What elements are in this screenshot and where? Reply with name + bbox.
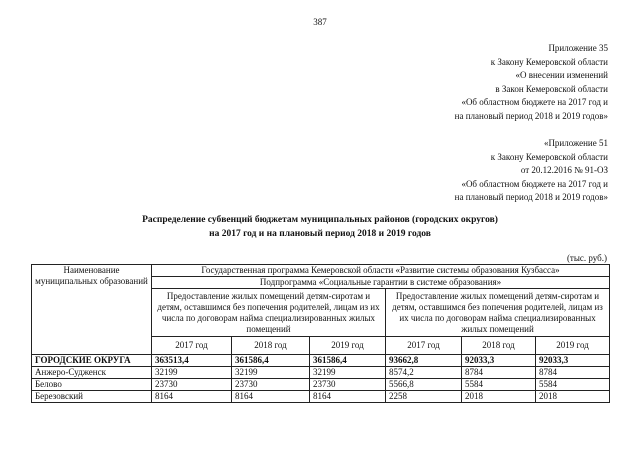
annex-51-line: «Приложение 51 — [543, 138, 608, 148]
value-cell: 8164 — [152, 391, 232, 403]
annex-51-line: на плановый период 2018 и 2019 годов» — [454, 192, 608, 202]
document-title-line-1: Распределение субвенций бюджетам муниципальных районов (городских округов) — [142, 215, 498, 225]
annex-35-line: в Закон Кемеровской области — [495, 83, 608, 94]
year-header: 2018 год — [462, 337, 536, 355]
year-header: 2018 год — [232, 337, 310, 355]
annex-51-line: к Закону Кемеровской области — [490, 151, 608, 162]
year-header: 2019 год — [536, 337, 610, 355]
value-cell: 2018 — [536, 391, 610, 403]
value-cell: 361586,4 — [232, 355, 310, 367]
table-row — [32, 355, 610, 367]
value-cell: 92033,3 — [536, 355, 610, 367]
year-header: 2017 год — [152, 337, 232, 355]
table-row — [32, 379, 610, 391]
annex-51-line: «Об областном бюджете на 2017 год и — [461, 178, 608, 189]
annex-35-line: к Закону Кемеровской области — [490, 56, 608, 67]
municipality-name: ГОРОДСКИЕ ОКРУГА — [32, 355, 152, 367]
subsidy-table — [31, 264, 610, 403]
value-cell: 8784 — [462, 367, 536, 379]
value-cell: 8164 — [310, 391, 386, 403]
value-cell: 23730 — [232, 379, 310, 391]
value-cell: 23730 — [310, 379, 386, 391]
table-row — [32, 367, 610, 379]
annex-35-line: «О внесении изменений — [515, 70, 608, 80]
page-number: 387 — [313, 17, 327, 27]
value-cell: 361586,4 — [310, 355, 386, 367]
value-cell: 32199 — [310, 367, 386, 379]
annex-51-block — [455, 137, 608, 205]
value-cell: 2258 — [386, 391, 462, 403]
value-cell: 8784 — [536, 367, 610, 379]
annex-51-line: от 20.12.2016 № 91-ОЗ — [520, 165, 608, 175]
annex-35-line: на плановый период 2018 и 2019 годов» — [454, 110, 608, 121]
value-cell: 32199 — [152, 367, 232, 379]
annex-35-line: «Об областном бюджете на 2017 год и — [461, 97, 608, 107]
value-cell: 5584 — [536, 379, 610, 391]
annex-35-line: Приложение 35 — [548, 43, 608, 53]
municipality-name: Анжеро-Судженск — [32, 367, 152, 379]
program-header: Государственная программа Кемеровской области «Развитие системы образования Кузбасса» — [152, 265, 610, 277]
municipality-header: Наименование муниципальных образований — [32, 265, 152, 355]
table-row — [32, 391, 610, 403]
year-header: 2017 год — [386, 337, 462, 355]
value-cell: 92033,3 — [462, 355, 536, 367]
value-cell: 8164 — [232, 391, 310, 403]
value-cell: 363513,4 — [152, 355, 232, 367]
value-cell: 5584 — [462, 379, 536, 391]
value-cell: 23730 — [152, 379, 232, 391]
year-header: 2019 год — [310, 337, 386, 355]
group-1-header: Предоставление жилых помещений детям-сиротам и детям, оставшимся без попечения родителей, лицам из их числа по договорам найма специализированных жилых помещений — [152, 289, 386, 337]
units-label: (тыс. руб.) — [566, 253, 607, 263]
group-2-header: Предоставление жилых помещений детям-сиротам и детям, оставшимся без попечения родителей, лицам из их числа по договорам найма специализированных жилых помещений — [386, 289, 610, 337]
municipality-name: Березовский — [32, 391, 152, 403]
value-cell: 8574,2 — [386, 367, 462, 379]
municipality-name: Белово — [32, 379, 152, 391]
document-title-line-2: на 2017 год и на плановый период 2018 и 2019 годов — [209, 229, 431, 239]
value-cell: 5566,8 — [386, 379, 462, 391]
value-cell: 2018 — [462, 391, 536, 403]
value-cell: 32199 — [232, 367, 310, 379]
subprogram-header: Подпрограмма «Социальные гарантии в системе образования» — [152, 277, 610, 289]
annex-35-block — [455, 42, 608, 123]
document-title — [0, 213, 640, 241]
value-cell: 93662,8 — [386, 355, 462, 367]
